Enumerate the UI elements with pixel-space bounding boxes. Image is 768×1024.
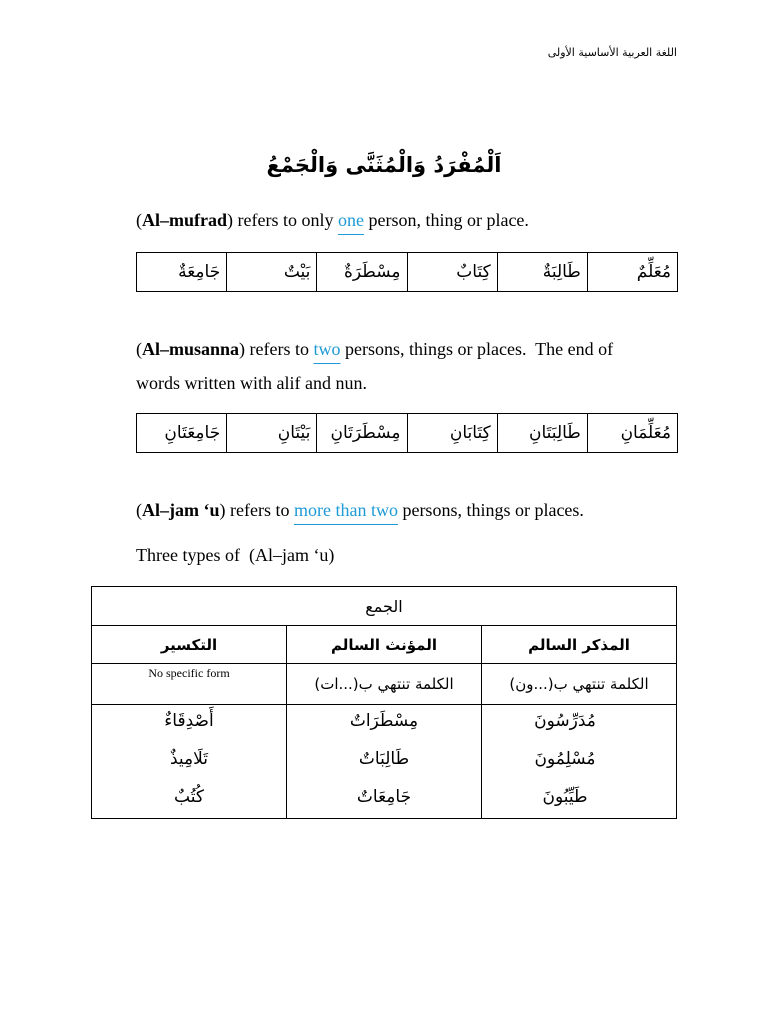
header-title: اللغة العربية الأساسية الأولى [547, 46, 677, 59]
table-row [137, 414, 678, 453]
definition-text: ) refers to [219, 500, 294, 520]
dual-examples-table [136, 413, 678, 453]
column-title-cell: المذكر السالم [482, 626, 677, 664]
open-paren: ( [136, 339, 142, 359]
example-word: طَالِبَاتٌ [358, 749, 410, 769]
word-cell: بَيْتٌ [227, 253, 317, 292]
jam-types-heading: Three types of (Al–jam ‘u) [136, 545, 335, 565]
rule-cell: No specific form [92, 664, 287, 705]
definition-text: ) refers to only [227, 210, 338, 230]
word-cell: مِسْطَرَتَانِ [317, 414, 407, 453]
word-cell: طَالِبَتَانِ [497, 414, 587, 453]
example-word: مُدَرِّسُونَ [534, 711, 596, 731]
musanna-highlight: two [313, 339, 341, 359]
musanna-term: Al–musanna [142, 339, 240, 359]
word-cell: مُعَلِّمٌ [587, 253, 677, 292]
example-word: جَامِعَاتٌ [356, 787, 412, 807]
definition-text: ) refers to [239, 339, 314, 359]
examples-row [92, 705, 677, 819]
plural-types-table [91, 586, 677, 819]
column-titles-row [92, 626, 677, 664]
rule-cell: الكلمة تنتهي ب(...ات) [287, 664, 482, 705]
mufrad-term: Al–mufrad [142, 210, 227, 230]
open-paren: ( [136, 500, 142, 520]
mufrad-highlight: one [337, 210, 364, 230]
musanna-definition-line2: words written with alif and nun. [136, 373, 367, 393]
table-header-row [92, 587, 677, 626]
example-word: كُتُبٌ [174, 787, 204, 807]
word-cell: كِتَابَانِ [407, 414, 497, 453]
table-row [137, 253, 678, 292]
jam-definition [136, 493, 584, 527]
jam-term: Al–jam ‘u [142, 500, 220, 520]
rule-row [92, 664, 677, 705]
word-cell: طَالِبَةٌ [497, 253, 587, 292]
word-cell: جَامِعَةٌ [137, 253, 227, 292]
example-word: تَلَامِيذٌ [169, 749, 209, 769]
example-word: مِسْطَرَاتٌ [349, 711, 419, 731]
mufrad-definition [136, 203, 529, 237]
word-cell: كِتَابٌ [407, 253, 497, 292]
word-cell: مِسْطَرَةٌ [317, 253, 407, 292]
definition-text: persons, things or places. The end of [340, 339, 614, 359]
column-title-cell: التكسير [92, 626, 287, 664]
example-word: طَيِّبُونَ [542, 787, 588, 807]
page-title: اَلْمُفْرَدُ وَالْمُثَنَّى وَالْجَمْعُ [266, 153, 502, 177]
musanna-definition [136, 332, 613, 366]
examples-cell [482, 705, 677, 819]
example-word: أَصْدِقَاءٌ [164, 711, 214, 731]
jam-highlight: more than two [293, 500, 398, 520]
word-cell: مُعَلِّمَانِ [587, 414, 677, 453]
examples-cell [92, 705, 287, 819]
word-cell: جَامِعَتَانِ [137, 414, 227, 453]
table-title-cell: الجمع [92, 587, 677, 626]
rule-cell: الكلمة تنتهي ب(...ون) [482, 664, 677, 705]
word-cell: بَيْتَانِ [227, 414, 317, 453]
definition-text: persons, things or places. [397, 500, 584, 520]
singular-examples-table [136, 252, 678, 292]
example-word: مُسْلِمُونَ [534, 749, 596, 769]
examples-cell [287, 705, 482, 819]
open-paren: ( [136, 210, 142, 230]
definition-text: person, thing or place. [363, 210, 529, 230]
column-title-cell: المؤنث السالم [287, 626, 482, 664]
